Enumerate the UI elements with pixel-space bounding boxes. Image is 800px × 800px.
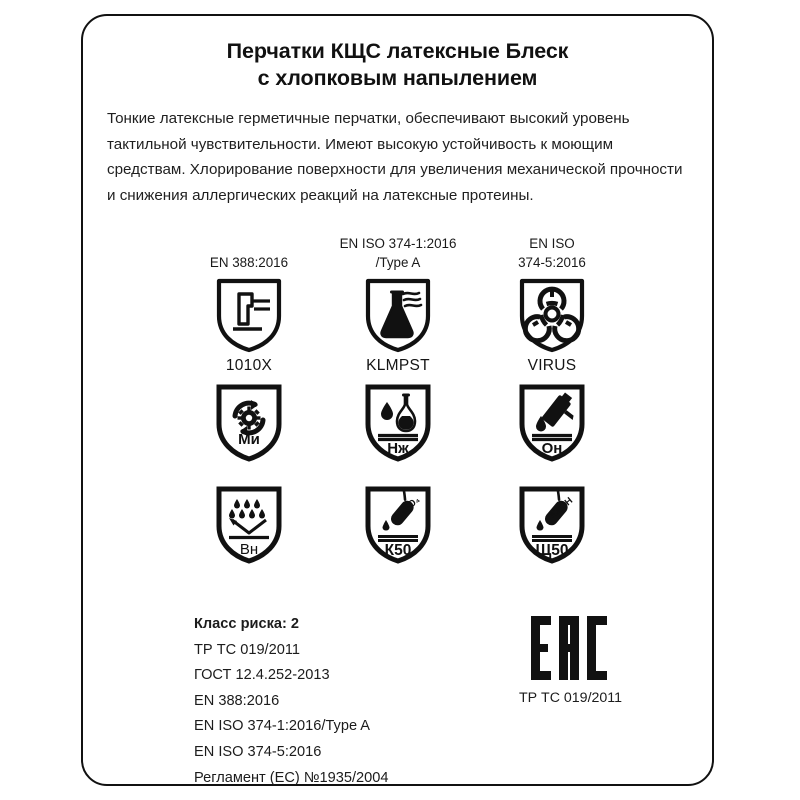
shield-chemical-flask-icon — [363, 276, 433, 354]
shield-gear-rotation-icon — [213, 382, 285, 462]
shield-water-droplets-icon — [213, 484, 285, 564]
pictogram-acid-gost — [323, 484, 473, 564]
pictogram-caption: 1010X — [225, 357, 273, 374]
pictogram-mark: Он — [541, 440, 563, 457]
standard-label-en388: EN 388:2016 — [209, 255, 289, 270]
shield-biohazard-icon — [517, 276, 587, 354]
pictogram-caption: VIRUS — [527, 357, 577, 374]
pictogram-mark: Щ50 — [535, 542, 569, 559]
pictogram-petroleum-gost — [477, 382, 627, 462]
pictogram-mark: Нж — [387, 440, 409, 457]
shield-acid-tube-icon — [362, 484, 434, 564]
pictogram-alkali-gost — [477, 484, 627, 564]
pictogram-mechanical — [174, 276, 324, 375]
pictogram-biohazard — [477, 276, 627, 375]
pictogram-mechanical-gost — [174, 382, 324, 462]
certification-list — [194, 612, 388, 791]
pictogram-chemical — [323, 276, 473, 375]
standard-label-en374-5: EN ISO 374-5:2016 — [518, 236, 586, 270]
standard-label-en374-1: EN ISO 374-1:2016 /Type A — [339, 236, 457, 270]
page-title — [109, 38, 686, 92]
product-description: Тонкие латексные герметичные перчатки, обеспечивают высокий уровень тактильной чувствительности. Имеют высокую устойчивость к моющим средствам. Хлорирование поверхности для увеличения механической прочности и снижения аллергических реакций на латексные протеины. — [107, 110, 683, 204]
pictogram-mark: Вн — [239, 541, 259, 558]
pictogram-mark: К50 — [384, 542, 412, 559]
pictogram-row-3 — [83, 484, 712, 584]
cert-line-en388: EN 388:2016 — [194, 692, 280, 709]
eac-conformity-mark-icon — [529, 612, 613, 684]
shield-alkali-tube-icon — [516, 484, 588, 564]
eac-block — [478, 612, 663, 706]
shield-pouring-can-icon — [516, 382, 588, 462]
pictogram-formula: H₂SO₄ — [392, 494, 423, 522]
cert-line-en374-1: EN ISO 374-1:2016/Type A — [194, 718, 371, 735]
pictogram-mark: Ми — [238, 431, 260, 448]
title-line-1: Перчатки КЩС латексные Блеск — [226, 39, 569, 63]
cert-line-reglament: Регламент (EC) №1935/2004 — [194, 769, 389, 786]
pictogram-row-2 — [83, 382, 712, 482]
pictogram-oil-gost — [323, 382, 473, 462]
title-line-2: с хлопковым напылением — [257, 66, 538, 90]
standards-labels — [83, 224, 712, 272]
pictogram-water-gost — [174, 484, 324, 564]
eac-caption: ТР ТС 019/2011 — [518, 690, 623, 706]
product-info-card — [81, 14, 714, 786]
footer-section — [83, 600, 712, 800]
cert-line-gost: ГОСТ 12.4.252-2013 — [194, 667, 330, 684]
cert-line-en374-5: EN ISO 374-5:2016 — [194, 743, 322, 760]
pictogram-caption: KLMPST — [366, 357, 430, 374]
shield-mechanical-hazard-icon — [214, 276, 284, 354]
shield-oil-bottle-droplet-icon — [362, 382, 434, 462]
cert-line-risk-class: Класс риска: 2 — [194, 616, 300, 632]
pictogram-formula: NaOH — [547, 495, 576, 521]
cert-line-tr-ts: ТР ТС 019/2011 — [194, 641, 300, 658]
pictogram-row-1 — [83, 276, 712, 380]
